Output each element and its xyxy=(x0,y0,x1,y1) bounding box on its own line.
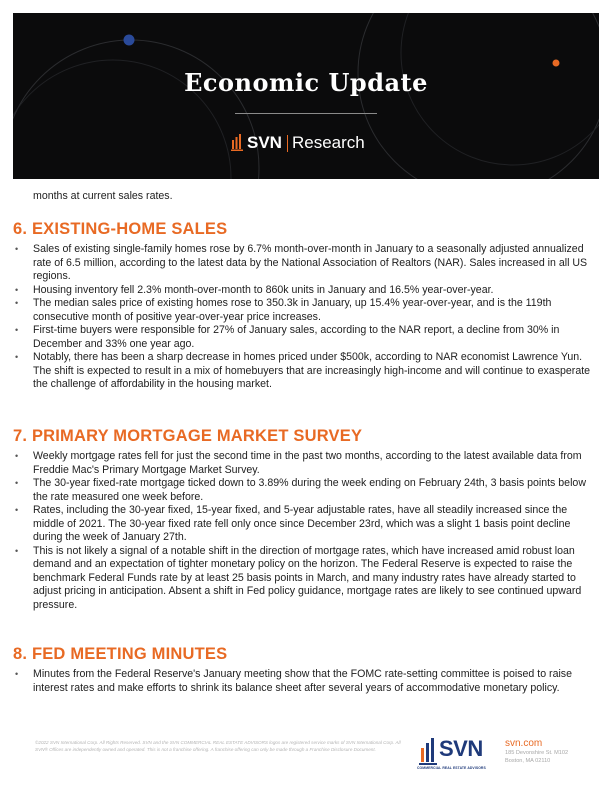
brand-research: Research xyxy=(291,133,365,152)
list-item: • Sales of existing single-family homes rose by 6.7% month-over-month in January to a seasonally adjusted annualized rate of 6.5 million, according to the latest data by the National Association of Realtors (NAR). Sales increased in all US regions. xyxy=(13,243,599,284)
header-banner xyxy=(13,13,599,179)
list-item: • The 30-year fixed-rate mortgage ticked down to 3.89% during the week ending on February 24th, 3 basis points below the rate measured one week before. xyxy=(13,477,599,504)
brand-divider xyxy=(287,135,288,152)
footer-logo-text: SVN xyxy=(439,736,483,761)
footer-logo-subtext: COMMERCIAL REAL ESTATE ADVISORS xyxy=(417,766,486,770)
page-title: Economic Update xyxy=(184,68,428,97)
svn-mark-icon xyxy=(231,134,245,152)
list-item: • Rates, including the 30-year fixed, 15-year fixed, and 5-year adjustable rates, have all steadily increased since the middle of 2021. The 30-year fixed rate fell only once since December 23rd, which was a slight 1 basis point decline during the week of January 27th. xyxy=(13,504,599,545)
main-content xyxy=(13,184,599,694)
bullet-list xyxy=(13,668,599,695)
list-item: • Notably, there has been a sharp decrease in homes priced under $500k, according to NAR economist Lawrence Yun. The shift is expected to result in a mix of homebuyers that are increasingly high-income and will continue to exasperate the challenge of affordability in the housing market. xyxy=(13,351,599,392)
list-item: • First-time buyers were responsible for 27% of January sales, according to the NAR report, a decline from 30% in December and 33% one year ago. xyxy=(13,324,599,351)
section-heading: 7. PRIMARY MORTGAGE MARKET SURVEY xyxy=(13,427,363,445)
section-fed-minutes xyxy=(13,644,599,695)
address-line: 185 Devonshire St. M102 xyxy=(505,750,569,756)
legal-disclaimer: ©2022 SVN International Corp. All Rights Reserved. SVN and the SVN COMMERCIAL REAL ESTATE ADVISORS logos are registered service marks of SVN International Corp. All SVN® Offices are independently owned and operated. This is not a franchise offering. A franchise offering can only be made through a Franchise Disclosure Document. xyxy=(35,740,401,752)
website-link[interactable]: svn.com xyxy=(505,738,543,749)
section-heading: 8. FED MEETING MINUTES xyxy=(13,645,228,663)
bullet-list xyxy=(13,450,599,612)
title-divider xyxy=(235,113,377,114)
list-item: • Housing inventory fell 2.3% month-over-month to 860k units in January and 16.5% year-over-year. xyxy=(13,284,599,298)
list-item: • Minutes from the Federal Reserve's January meeting show that the FOMC rate-setting committee is poised to raise interest rates and make efforts to shrink its balance sheet after several years of accommodative monetary policy. xyxy=(13,668,599,695)
address-line: Boston, MA 02110 xyxy=(505,758,551,764)
svn-footer-logo xyxy=(415,736,499,778)
list-item: • The median sales price of existing homes rose to 350.3k in January, up 15.4% year-over-year, and is the 119th consecutive month of positive year-over-year price increases. xyxy=(13,297,599,324)
svn-bars-icon xyxy=(419,738,441,766)
bullet-list xyxy=(13,243,599,392)
orange-dot-icon xyxy=(553,60,560,67)
contact-block xyxy=(505,738,595,765)
continued-text: months at current sales rates. xyxy=(33,190,173,202)
svn-research-logo xyxy=(231,131,365,155)
section-heading: 6. EXISTING-HOME SALES xyxy=(13,220,228,238)
list-item: • This is not likely a signal of a notable shift in the direction of mortgage rates, which have increased amid robust loan demand and an expectation of tighter monetary policy on the horizon. The Federal Reserve is expected to raise the benchmark Federal Funds rate by at least 25 basis points in March, and many industry rates have already started to adjust pricing in anticipation. Absent a shift in Fed policy guidance, mortgage rates are likely to see continued upward pressure. xyxy=(13,545,599,613)
blue-dot-icon xyxy=(124,35,135,46)
brand-svn: SVN xyxy=(247,133,282,152)
page-footer xyxy=(13,732,599,782)
section-existing-home-sales xyxy=(13,219,599,392)
section-mortgage-survey xyxy=(13,426,599,612)
list-item: • Weekly mortgage rates fell for just the second time in the past two months, according to the latest available data from Freddie Mac's Primary Mortgage Market Survey. xyxy=(13,450,599,477)
